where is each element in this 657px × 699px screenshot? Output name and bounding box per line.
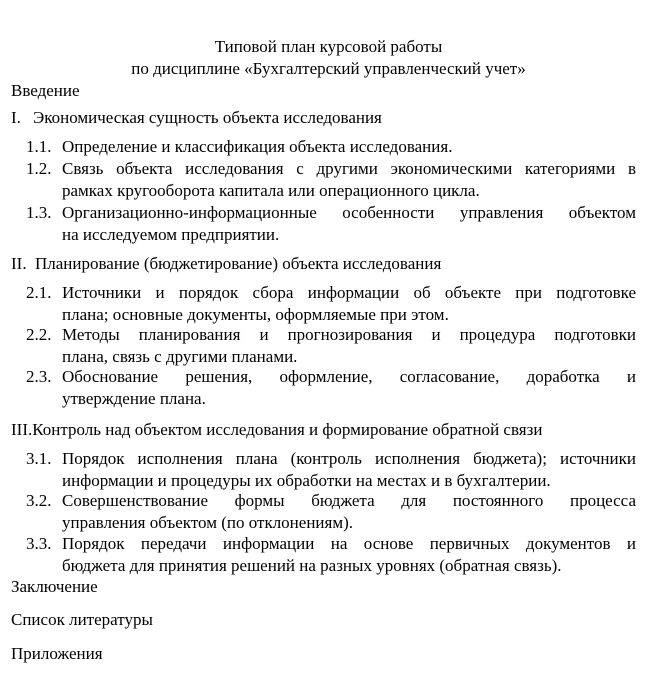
item-number: 2.3. [26,367,52,386]
conclusion-heading: Заключение [11,577,98,596]
list-item [26,533,636,577]
section-title: Контроль над объектом исследования и формирование обратной связи [32,420,543,439]
section-heading [11,253,631,275]
list-item [26,136,636,158]
list-item [26,490,636,534]
item-text-line: рамках кругооборота капитала или операционного цикла. [62,181,480,200]
item-number: 1.1. [26,137,52,156]
item-number: 2.1. [26,283,52,302]
item-text-line: Методы планирования и прогнозирования и процедура подготовки [62,325,636,344]
section-number: I. [11,108,21,127]
item-text-line: Совершенствование формы бюджета для постоянного процесса [62,491,636,510]
section-number: II. [11,254,27,273]
item-number: 3.3. [26,534,52,553]
item-text-line: информации и процедуры их обработки на местах и в бухгалтерии. [62,471,551,490]
item-text-line: управления объектом (по отклонениям). [62,513,354,532]
item-text-line: бюджета для принятия решений на разных уровнях (обратная связь). [62,556,562,575]
list-item [26,202,636,246]
item-text-line: Источники и порядок сбора информации об объекте при подготовке [62,283,636,302]
appendices-heading: Приложения [11,644,103,663]
references-heading: Список литературы [11,610,153,629]
item-text-line: Порядок исполнения плана (контроль исполнения бюджета); источники [62,449,636,468]
item-text-line: утверждение плана. [62,389,206,408]
list-item [26,324,636,368]
section-number: III. [11,420,33,439]
section-heading [11,419,631,441]
document-subtitle: по дисциплине «Бухгалтерский управленческий учет» [131,59,526,78]
item-number: 1.2. [26,159,52,178]
item-text-line: плана, связь с другими планами. [62,347,298,366]
list-item [26,282,636,326]
item-number: 1.3. [26,203,52,222]
item-text-line: на исследуемом предприятии. [62,225,280,244]
item-number: 2.2. [26,325,52,344]
section-title: Планирование (бюджетирование) объекта исследования [35,254,442,273]
item-text-line: Обоснование решения, оформление, согласование, доработка и [62,367,636,386]
item-number: 3.1. [26,449,52,468]
item-text-line: Организационно-информационные особенности управления объектом [62,203,636,222]
item-text-line: плана; основные документы, оформляемые при этом. [62,305,449,324]
document-title: Типовой план курсовой работы [214,37,443,56]
item-text-line: Определение и классификация объекта исследования. [62,137,453,156]
item-number: 3.2. [26,491,52,510]
section-title: Экономическая сущность объекта исследования [33,108,382,127]
item-text-line: Связь объекта исследования с другими экономическими категориями в [62,159,636,178]
item-text-line: Порядок передачи информации на основе первичных документов и [62,534,636,553]
list-item [26,448,636,492]
introduction-heading: Введение [11,81,80,100]
section-heading [11,107,631,129]
list-item [26,158,636,202]
list-item [26,366,636,410]
